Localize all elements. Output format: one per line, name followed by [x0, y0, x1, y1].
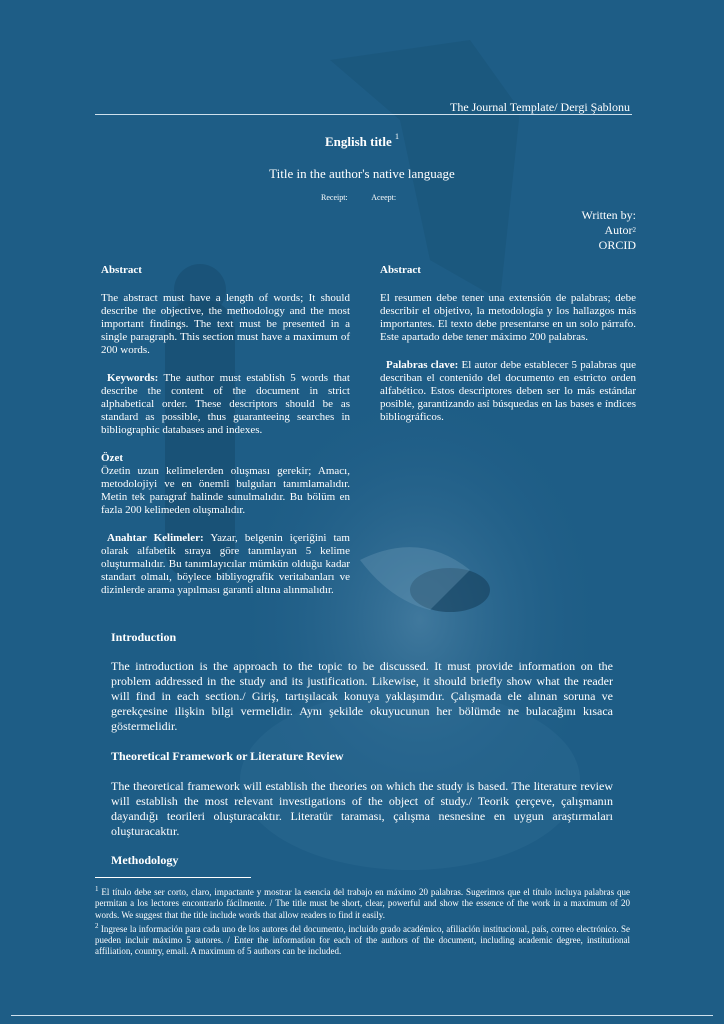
keywords-en — [101, 372, 350, 437]
introduction-heading: Introduction — [111, 630, 177, 644]
receipt-label: Receipt: — [321, 193, 348, 202]
introduction-text: The introduction is the approach to the topic to be discussed. It must provide information on the problem addressed in the study and its justification. Likewise, it should briefly show what the reader will find in each section./ Giriş, tartışılacak konuya yaklaşımdır. Çalışmada ele alınan soruna ve gerekçesine ilişkin bilgi vermelidir. Aynı şekilde okuyucunun her bölümde ne bulacağını kısaca göstermelidir. — [111, 659, 613, 733]
journal-title: The Journal Template/ Dergi Şablonu — [449, 100, 630, 114]
keywords-tr — [101, 532, 350, 597]
footnote-2-text: Ingrese la información para cada uno de los autores del documento, incluido grado académico, afiliación institucional, país, correo electrónico. Se pueden incluir máximo 5 autores. / Enter the information for each of the authors of the document, including academic degree, institutional affiliation, country, email. A maximum of 5 authors can be included. — [95, 923, 630, 957]
abstract-es-heading: Abstract — [380, 264, 421, 276]
abstract-tr-heading: Özet — [101, 452, 123, 464]
accept-label: Aceept: — [371, 193, 397, 202]
footer-rule — [11, 1015, 713, 1016]
abstract-es-text: El resumen debe tener una extensión de palabras; debe describir el objetivo, la metodología y los hallazgos más importantes. El texto debe presentarse en un solo párrafo. Este apartado debe tener máximo 200 palabras. — [380, 292, 636, 343]
footnote-2-number: 2 — [95, 921, 99, 930]
abstract-tr — [101, 452, 350, 597]
methodology-heading: Methodology — [111, 853, 179, 867]
footnote-separator — [95, 877, 251, 878]
framework-text: The theoretical framework will establish the theories on which the study is based. The literature review will establish the most relevant investigations of the object of study./ Teorik çerçeve, çalışmanın dayandığı teorileri oluşturacaktır. Literatür taraması, çalışma nesnesine en uygun araştırmaları oluşturacaktır. — [111, 779, 613, 838]
footnote-1 — [95, 884, 630, 921]
dates-line — [321, 193, 418, 202]
footnote-1-number: 1 — [95, 885, 99, 893]
footnote-2 — [95, 921, 630, 958]
keywords-es — [380, 359, 636, 424]
keywords-tr-label: Anahtar Kelimeler: — [107, 532, 204, 544]
author-name: Autor$^2$ — [604, 223, 636, 237]
keywords-es-text: El autor debe establecer 5 palabras que describan el contenido del documento en estricto orden alfabético. Estos descriptores deben ser lo más estándar posible, garantizando así búsquedas en las bases e índices bibliográficos. — [380, 359, 637, 423]
abstract-en-text: The abstract must have a length of words; It should describe the objective, the methodology and the most important findings. The text must be presented in a single paragraph. This section must have a maximum of 200 words. — [101, 292, 350, 356]
native-title: Title in the author's native language — [269, 166, 455, 181]
english-title-footnote-marker: 1 — [395, 132, 400, 141]
keywords-es-label: Palabras clave: — [386, 359, 459, 371]
abstract-es — [380, 264, 636, 424]
abstract-en-heading: Abstract — [101, 264, 142, 276]
framework-heading: Theoretical Framework or Literature Review — [111, 749, 344, 763]
written-by-label: Written by: — [581, 208, 636, 222]
header-rule — [95, 114, 632, 115]
keywords-tr-text: Yazar, belgenin içeriğini tam olarak alfabetik sıraya göre tanımlayan 5 kelime oluşturmalıdır. Bu tanımlayıcılar mümkün olduğu kadar standart olmalı, böylece bibliyografik veritabanları ve dizinlerde arama yapılması garanti altına alınmalıdır. — [101, 532, 350, 596]
english-title — [0, 134, 724, 150]
footnote-1-text: El título debe ser corto, claro, impactante y mostrar la esencia del trabajo en máximo 20 palabras. Sugerimos que el título incluya palabras que permitan a los lectores encontrarlo fácilmente. / The title must be short, clear, powerful and show the essence of the work in a maximum of 20 words. We suggest that the title include words that allow readers to find it easily. — [95, 887, 630, 920]
english-title-text: English title — [324, 134, 392, 149]
abstract-tr-text: Özetin uzun kelimelerden oluşması gerekir; Amacı, metodolojiyi ve en önemli bulguları tanımlamalıdır. Metin tek paragraf halinde sunulmalıdır. Bu bölüm en fazla 200 kelimeden oluşmalıdır. — [101, 465, 350, 516]
abstract-en — [101, 264, 350, 437]
author-footnote-marker: 2 — [632, 226, 636, 234]
author-block — [581, 208, 636, 253]
keywords-en-text: The author must establish 5 words that describe the content of the document in strict alphabetical order. These descriptors should be as standard as possible, thus guaranteeing searches in bibliographic databases and indexes. — [101, 372, 350, 436]
keywords-en-label: Keywords: — [107, 372, 159, 384]
footnotes — [95, 884, 630, 958]
orcid-label: ORCID — [598, 238, 636, 252]
